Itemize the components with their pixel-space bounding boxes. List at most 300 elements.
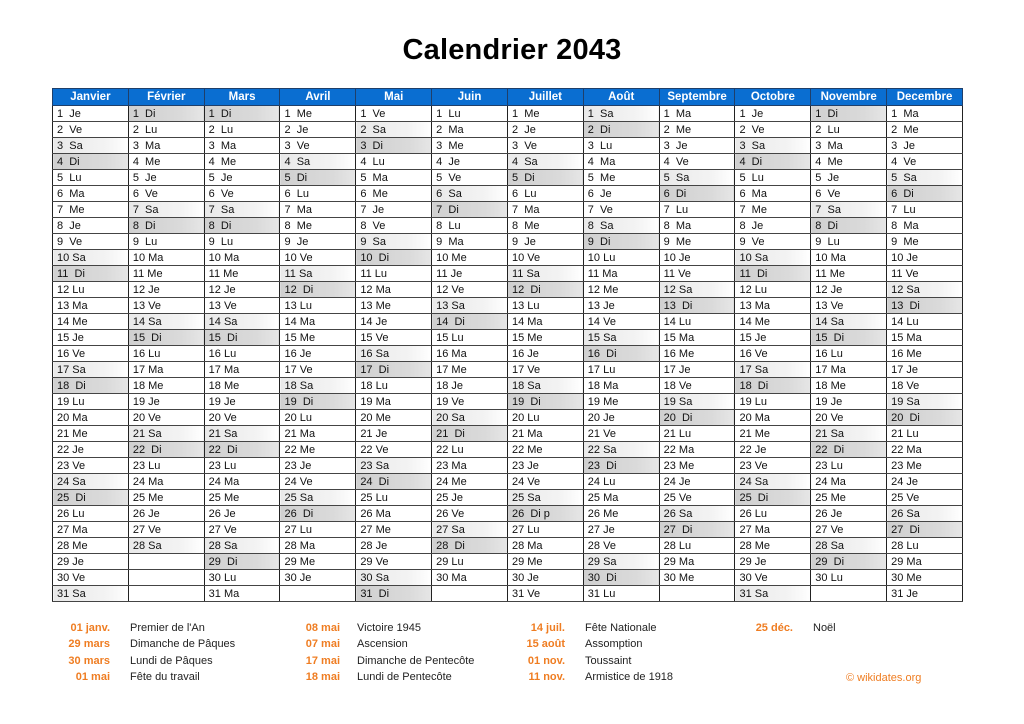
day-cell: 2 Lu [128, 122, 204, 138]
day-cell: 26 Me [583, 506, 659, 522]
day-cell: 3 Ma [811, 138, 887, 154]
holiday-date: 01 janv. [70, 622, 110, 634]
month-header: Avril [280, 89, 356, 106]
day-cell: 26 Sa [887, 506, 963, 522]
day-cell: 17 Je [887, 362, 963, 378]
day-cell: 6 Di [887, 186, 963, 202]
day-cell: 10 Ve [280, 250, 356, 266]
day-cell: 26 Je [204, 506, 280, 522]
day-row [53, 570, 963, 586]
day-cell: 19 Je [204, 394, 280, 410]
day-cell: 19 Je [128, 394, 204, 410]
day-cell: 7 Sa [811, 202, 887, 218]
day-cell: 6 Ve [128, 186, 204, 202]
day-cell: 9 Je [507, 234, 583, 250]
day-cell: 11 Di [735, 266, 811, 282]
day-cell: 10 Sa [735, 250, 811, 266]
day-cell: 18 Sa [507, 378, 583, 394]
holiday-name: Toussaint [585, 654, 632, 667]
day-cell: 26 Lu [735, 506, 811, 522]
day-cell: 17 Me [432, 362, 508, 378]
month-header: Novembre [811, 89, 887, 106]
day-cell: 9 Lu [811, 234, 887, 250]
day-cell: 24 Di [356, 474, 432, 490]
day-cell: 13 Sa [432, 298, 508, 314]
day-cell: 24 Lu [583, 474, 659, 490]
day-cell: 24 Sa [53, 474, 129, 490]
day-cell: 26 Sa [659, 506, 735, 522]
day-cell: 4 Me [811, 154, 887, 170]
day-row [53, 586, 963, 602]
day-row [53, 154, 963, 170]
day-cell: 16 Ve [735, 346, 811, 362]
day-row [53, 234, 963, 250]
day-cell: 5 Je [204, 170, 280, 186]
day-cell: 2 Ve [735, 122, 811, 138]
day-cell: 4 Ve [887, 154, 963, 170]
day-row [53, 362, 963, 378]
empty-cell [280, 586, 356, 602]
day-cell: 5 Je [128, 170, 204, 186]
day-cell: 15 Je [735, 330, 811, 346]
day-cell: 24 Ma [811, 474, 887, 490]
day-cell: 28 Me [53, 538, 129, 554]
day-cell: 4 Ma [583, 154, 659, 170]
day-cell: 17 Ma [128, 362, 204, 378]
day-row [53, 298, 963, 314]
holiday-name: Lundi de Pâques [130, 654, 213, 667]
day-cell: 30 Sa [356, 570, 432, 586]
day-cell: 22 Ma [887, 442, 963, 458]
day-cell: 29 Me [280, 554, 356, 570]
day-cell: 11 Me [204, 266, 280, 282]
day-cell: 20 Ve [128, 410, 204, 426]
holiday-date: 25 déc. [755, 622, 793, 634]
month-header: Septembre [659, 89, 735, 106]
day-cell: 22 Lu [432, 442, 508, 458]
day-cell: 10 Di [356, 250, 432, 266]
day-cell: 13 Je [583, 298, 659, 314]
day-cell: 27 Di [887, 522, 963, 538]
day-cell: 9 Lu [128, 234, 204, 250]
day-cell: 14 Ma [280, 314, 356, 330]
day-cell: 17 Ma [204, 362, 280, 378]
day-cell: 2 Lu [811, 122, 887, 138]
day-cell: 2 Di [583, 122, 659, 138]
day-cell: 28 Je [356, 538, 432, 554]
day-cell: 13 Ve [128, 298, 204, 314]
day-row [53, 458, 963, 474]
day-cell: 25 Sa [507, 490, 583, 506]
day-cell: 21 Ve [583, 426, 659, 442]
day-cell: 23 Me [659, 458, 735, 474]
day-cell: 19 Ma [356, 394, 432, 410]
month-header: Decembre [887, 89, 963, 106]
day-cell: 11 Me [128, 266, 204, 282]
day-cell: 1 Di [204, 106, 280, 122]
day-cell: 25 Ma [583, 490, 659, 506]
empty-cell [128, 570, 204, 586]
day-cell: 11 Ve [659, 266, 735, 282]
holiday-name: Fête du travail [130, 670, 200, 683]
day-cell: 11 Lu [356, 266, 432, 282]
day-cell: 16 Ma [432, 346, 508, 362]
day-cell: 22 Me [507, 442, 583, 458]
day-cell: 29 Sa [583, 554, 659, 570]
day-cell: 6 Di [659, 186, 735, 202]
day-cell: 12 Me [583, 282, 659, 298]
day-cell: 2 Je [280, 122, 356, 138]
day-cell: 11 Sa [507, 266, 583, 282]
day-cell: 13 Ve [204, 298, 280, 314]
day-cell: 25 Me [128, 490, 204, 506]
day-cell: 12 Lu [53, 282, 129, 298]
day-row [53, 394, 963, 410]
day-cell: 27 Sa [432, 522, 508, 538]
day-cell: 4 Ve [659, 154, 735, 170]
day-cell: 22 Me [280, 442, 356, 458]
day-cell: 23 Ve [53, 458, 129, 474]
month-header: Janvier [53, 89, 129, 106]
day-cell: 14 Ve [583, 314, 659, 330]
holiday-name: Assomption [585, 638, 643, 651]
holiday-date: 18 mai [305, 670, 340, 683]
day-cell: 4 Me [204, 154, 280, 170]
day-cell: 28 Ve [583, 538, 659, 554]
day-cell: 8 Di [128, 218, 204, 234]
day-cell: 23 Me [887, 458, 963, 474]
day-cell: 9 Ma [432, 234, 508, 250]
day-row [53, 426, 963, 442]
day-cell: 14 Me [53, 314, 129, 330]
day-cell: 15 Sa [583, 330, 659, 346]
day-cell: 16 Lu [811, 346, 887, 362]
day-cell: 6 Lu [507, 186, 583, 202]
day-cell: 25 Sa [280, 490, 356, 506]
empty-cell [432, 586, 508, 602]
day-cell: 12 Di [507, 282, 583, 298]
day-cell: 18 Je [432, 378, 508, 394]
day-cell: 14 Di [432, 314, 508, 330]
day-cell: 10 Je [887, 250, 963, 266]
day-row [53, 170, 963, 186]
day-cell: 23 Lu [128, 458, 204, 474]
day-cell: 15 Di [811, 330, 887, 346]
day-cell: 4 Di [53, 154, 129, 170]
day-cell: 11 Sa [280, 266, 356, 282]
day-cell: 16 Je [280, 346, 356, 362]
day-cell: 23 Je [507, 458, 583, 474]
day-cell: 19 Di [280, 394, 356, 410]
day-cell: 11 Ve [887, 266, 963, 282]
day-cell: 23 Di [583, 458, 659, 474]
day-cell: 27 Ve [811, 522, 887, 538]
day-cell: 26 Je [128, 506, 204, 522]
day-cell: 18 Ma [583, 378, 659, 394]
day-cell: 10 Ma [204, 250, 280, 266]
day-cell: 10 Ve [507, 250, 583, 266]
day-cell: 15 Di [204, 330, 280, 346]
page-title: Calendrier 2043 [402, 34, 622, 66]
day-cell: 25 Lu [356, 490, 432, 506]
day-cell: 13 Ma [53, 298, 129, 314]
day-row [53, 138, 963, 154]
day-cell: 7 Sa [128, 202, 204, 218]
day-cell: 30 Me [887, 570, 963, 586]
day-cell: 28 Lu [887, 538, 963, 554]
day-cell: 31 Lu [583, 586, 659, 602]
day-row [53, 122, 963, 138]
holiday-date: 14 juil. [530, 622, 565, 634]
day-cell: 24 Ma [204, 474, 280, 490]
month-header-row [53, 89, 963, 106]
day-cell: 5 Di [280, 170, 356, 186]
day-cell: 3 Ma [204, 138, 280, 154]
day-cell: 12 Je [811, 282, 887, 298]
day-cell: 20 Sa [432, 410, 508, 426]
day-cell: 29 Ma [887, 554, 963, 570]
holiday-name: Lundi de Pentecôte [357, 670, 452, 683]
day-cell: 26 Je [811, 506, 887, 522]
day-cell: 30 Je [507, 570, 583, 586]
day-cell: 5 Lu [53, 170, 129, 186]
day-cell: 5 Lu [735, 170, 811, 186]
day-cell: 13 Ma [735, 298, 811, 314]
empty-cell [128, 586, 204, 602]
day-cell: 25 Me [204, 490, 280, 506]
day-cell: 21 Me [735, 426, 811, 442]
day-cell: 9 Me [659, 234, 735, 250]
day-cell: 24 Ve [507, 474, 583, 490]
day-cell: 2 Je [507, 122, 583, 138]
month-header: Mai [356, 89, 432, 106]
day-cell: 9 Sa [356, 234, 432, 250]
day-row [53, 538, 963, 554]
day-cell: 20 Lu [280, 410, 356, 426]
day-cell: 16 Di [583, 346, 659, 362]
day-cell: 4 Sa [507, 154, 583, 170]
day-cell: 29 Ve [356, 554, 432, 570]
day-cell: 14 Me [735, 314, 811, 330]
day-cell: 5 Ma [356, 170, 432, 186]
day-cell: 7 Sa [204, 202, 280, 218]
day-cell: 3 Di [356, 138, 432, 154]
day-cell: 28 Di [432, 538, 508, 554]
holiday-name: Dimanche de Pâques [130, 638, 236, 651]
day-cell: 4 Je [432, 154, 508, 170]
day-row [53, 186, 963, 202]
day-cell: 1 Ma [887, 106, 963, 122]
day-cell: 1 Me [280, 106, 356, 122]
day-cell: 19 Sa [887, 394, 963, 410]
day-cell: 23 Je [280, 458, 356, 474]
holiday-name: Ascension [357, 638, 408, 651]
day-cell: 2 Ma [432, 122, 508, 138]
day-cell: 6 Ve [811, 186, 887, 202]
day-cell: 13 Di [887, 298, 963, 314]
day-cell: 7 Lu [887, 202, 963, 218]
day-cell: 9 Di [583, 234, 659, 250]
day-cell: 31 Je [887, 586, 963, 602]
day-cell: 23 Ma [432, 458, 508, 474]
day-cell: 8 Je [735, 218, 811, 234]
day-cell: 22 Ve [356, 442, 432, 458]
day-cell: 27 Me [356, 522, 432, 538]
day-cell: 16 Je [507, 346, 583, 362]
day-cell: 31 Di [356, 586, 432, 602]
day-cell: 9 Je [280, 234, 356, 250]
day-cell: 30 Je [280, 570, 356, 586]
day-cell: 17 Sa [735, 362, 811, 378]
day-cell: 21 Me [53, 426, 129, 442]
day-row [53, 410, 963, 426]
day-cell: 4 Sa [280, 154, 356, 170]
holiday-name: Dimanche de Pentecôte [357, 654, 475, 667]
day-cell: 3 Sa [53, 138, 129, 154]
day-cell: 21 Sa [811, 426, 887, 442]
day-cell: 1 Di [128, 106, 204, 122]
day-cell: 18 Ve [659, 378, 735, 394]
day-cell: 15 Ma [659, 330, 735, 346]
day-cell: 8 Me [507, 218, 583, 234]
day-cell: 17 Je [659, 362, 735, 378]
day-row [53, 330, 963, 346]
day-cell: 20 Me [356, 410, 432, 426]
day-cell: 26 Ma [356, 506, 432, 522]
day-row [53, 314, 963, 330]
credit-link[interactable]: © wikidates.org [846, 672, 922, 684]
day-cell: 28 Sa [204, 538, 280, 554]
day-cell: 22 Sa [583, 442, 659, 458]
day-cell: 8 Ma [659, 218, 735, 234]
day-row [53, 474, 963, 490]
day-cell: 19 Sa [659, 394, 735, 410]
day-cell: 1 Di [811, 106, 887, 122]
day-cell: 30 Di [583, 570, 659, 586]
day-cell: 14 Je [356, 314, 432, 330]
day-cell: 20 Je [583, 410, 659, 426]
day-cell: 17 Lu [583, 362, 659, 378]
day-cell: 21 Je [356, 426, 432, 442]
day-cell: 3 Ve [280, 138, 356, 154]
month-header: Octobre [735, 89, 811, 106]
day-cell: 15 Lu [432, 330, 508, 346]
day-cell: 16 Ve [53, 346, 129, 362]
day-cell: 25 Di [53, 490, 129, 506]
day-cell: 12 Sa [659, 282, 735, 298]
day-cell: 14 Sa [128, 314, 204, 330]
day-cell: 14 Ma [507, 314, 583, 330]
day-cell: 26 Ve [432, 506, 508, 522]
day-cell: 9 Ve [53, 234, 129, 250]
day-cell: 15 Ma [887, 330, 963, 346]
day-cell: 2 Ve [53, 122, 129, 138]
day-cell: 13 Lu [507, 298, 583, 314]
day-cell: 25 Me [811, 490, 887, 506]
day-cell: 2 Me [887, 122, 963, 138]
day-cell: 12 Lu [735, 282, 811, 298]
day-cell: 7 Lu [659, 202, 735, 218]
day-cell: 30 Ma [432, 570, 508, 586]
day-cell: 3 Je [887, 138, 963, 154]
day-cell: 5 Di [507, 170, 583, 186]
day-row [53, 106, 963, 122]
day-cell: 14 Sa [811, 314, 887, 330]
day-cell: 3 Je [659, 138, 735, 154]
day-cell: 19 Lu [735, 394, 811, 410]
holiday-date: 15 août [526, 638, 565, 651]
holiday-name: Premier de l'An [130, 622, 205, 634]
day-cell: 1 Ma [659, 106, 735, 122]
day-cell: 3 Sa [735, 138, 811, 154]
day-cell: 11 Je [432, 266, 508, 282]
day-cell: 24 Ve [280, 474, 356, 490]
day-cell: 31 Ma [204, 586, 280, 602]
day-cell: 14 Lu [887, 314, 963, 330]
day-cell: 22 Ma [659, 442, 735, 458]
day-cell: 20 Lu [507, 410, 583, 426]
day-cell: 11 Di [53, 266, 129, 282]
holiday-date: 30 mars [68, 654, 110, 667]
day-cell: 31 Sa [53, 586, 129, 602]
day-cell: 19 Lu [53, 394, 129, 410]
day-cell: 3 Me [432, 138, 508, 154]
day-cell: 14 Lu [659, 314, 735, 330]
day-cell: 9 Lu [204, 234, 280, 250]
day-cell: 29 Je [735, 554, 811, 570]
day-cell: 7 Je [356, 202, 432, 218]
day-cell: 20 Ma [53, 410, 129, 426]
day-cell: 13 Lu [280, 298, 356, 314]
day-cell: 21 Ma [280, 426, 356, 442]
holiday-date: 01 nov. [527, 654, 565, 667]
day-cell: 8 Di [204, 218, 280, 234]
day-cell: 1 Lu [432, 106, 508, 122]
day-cell: 10 Sa [53, 250, 129, 266]
day-cell: 8 Je [53, 218, 129, 234]
day-cell: 10 Lu [583, 250, 659, 266]
day-cell: 27 Je [583, 522, 659, 538]
holiday-date: 08 mai [305, 622, 340, 634]
day-row [53, 202, 963, 218]
holiday-date: 29 mars [68, 638, 110, 651]
day-cell: 1 Me [507, 106, 583, 122]
day-cell: 5 Sa [887, 170, 963, 186]
day-cell: 24 Je [659, 474, 735, 490]
day-cell: 23 Ve [735, 458, 811, 474]
day-cell: 28 Ma [280, 538, 356, 554]
day-cell: 22 Di [811, 442, 887, 458]
day-cell: 8 Me [280, 218, 356, 234]
day-row [53, 346, 963, 362]
day-cell: 8 Sa [583, 218, 659, 234]
day-row [53, 250, 963, 266]
day-cell: 10 Ma [811, 250, 887, 266]
day-cell: 13 Ve [811, 298, 887, 314]
day-cell: 16 Me [887, 346, 963, 362]
day-cell: 5 Sa [659, 170, 735, 186]
day-cell: 15 Me [280, 330, 356, 346]
day-cell: 25 Je [432, 490, 508, 506]
day-cell: 17 Di [356, 362, 432, 378]
day-cell: 27 Lu [280, 522, 356, 538]
day-cell: 1 Sa [583, 106, 659, 122]
day-row [53, 442, 963, 458]
holiday-date: 07 mai [305, 638, 340, 651]
day-cell: 6 Ma [53, 186, 129, 202]
day-cell: 18 Sa [280, 378, 356, 394]
day-cell: 6 Sa [432, 186, 508, 202]
